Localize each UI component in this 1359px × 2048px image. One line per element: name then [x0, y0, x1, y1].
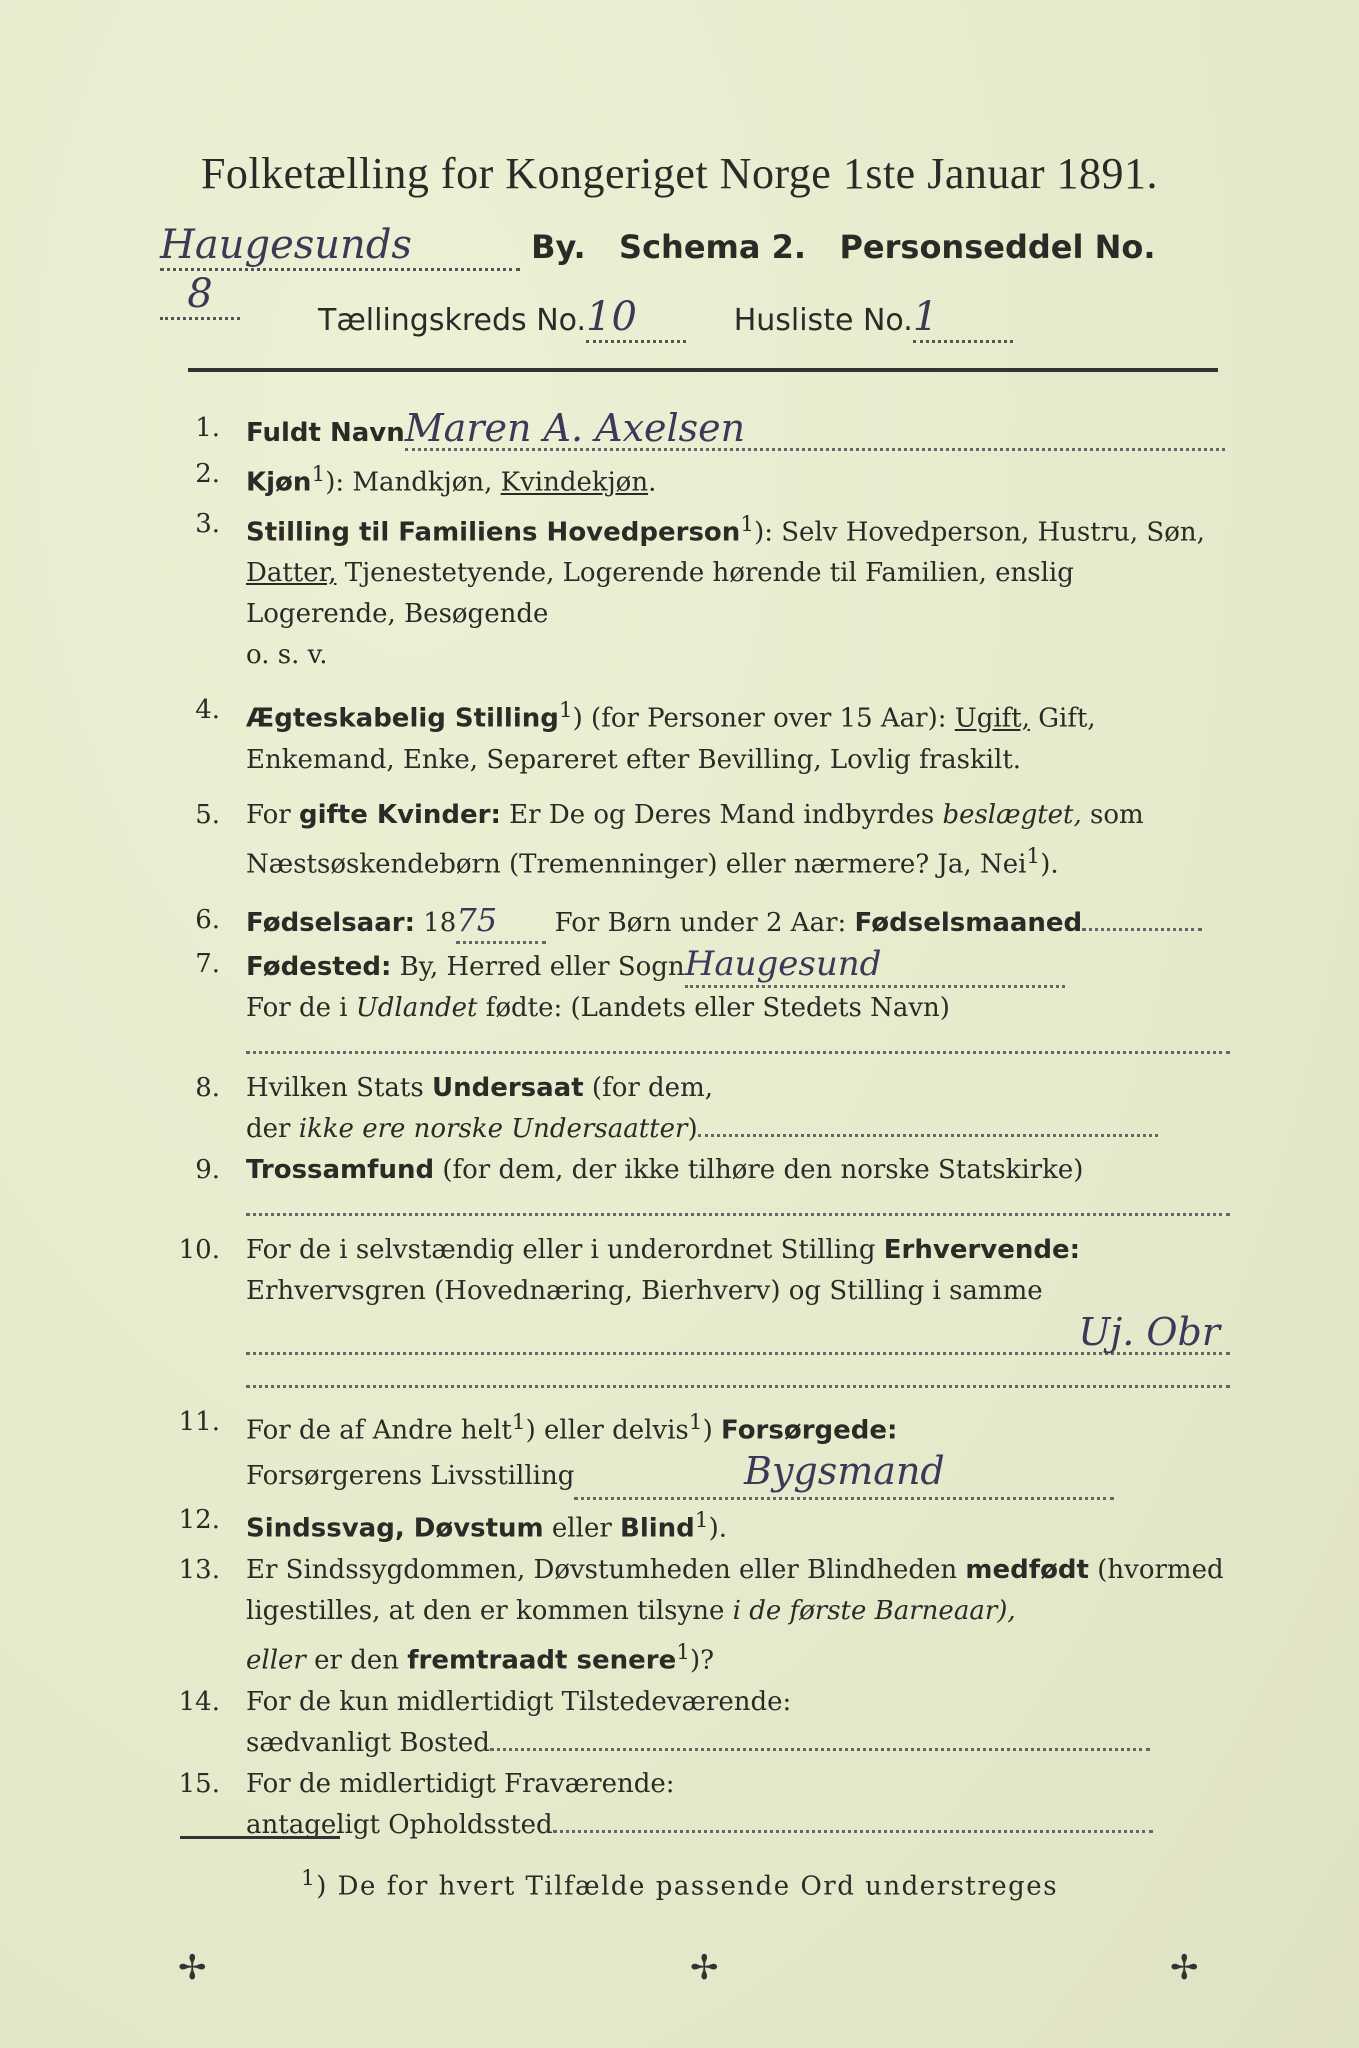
question-text: (hvormed ligestilles, at den er kommen tilsyne [246, 1554, 1224, 1626]
italic-text: Udlandet [355, 992, 478, 1023]
kreds-number: 10 [586, 294, 686, 343]
question-2 [170, 454, 1230, 504]
birth-month-field [1082, 928, 1202, 931]
occupation-answer: Uj. Obr [1078, 1309, 1220, 1354]
by-label: By. [531, 228, 586, 266]
residence-field [490, 1748, 1150, 1751]
footnote-ref: 1 [558, 698, 573, 724]
question-number: 3. [195, 508, 220, 539]
question-text: o. s. v. [246, 640, 328, 671]
kreds-label: Tællingskreds No. [318, 303, 586, 338]
question-text: . [648, 467, 657, 498]
question-4 [170, 690, 1230, 781]
question-14 [170, 1682, 1230, 1764]
personseddel-number: 8 [160, 271, 240, 320]
question-text: (for dem, [583, 1072, 713, 1103]
question-number: 5. [195, 799, 220, 830]
birthplace-answer: Haugesund [685, 944, 1065, 988]
footnote [0, 1866, 1359, 1902]
question-text: (for dem, der ikke tilhøre den norske Statskirke) [434, 1154, 1084, 1185]
question-text: ) [687, 1113, 698, 1144]
question-label: medfødt [965, 1554, 1089, 1585]
footnote-ref: 1 [740, 511, 755, 537]
question-label: Kjøn [246, 467, 312, 498]
occupation-field-2 [246, 1355, 1230, 1388]
registration-mark-icon: ✢ [1170, 1948, 1199, 1988]
question-list [170, 408, 1230, 1846]
question-15 [170, 1764, 1230, 1846]
question-12 [170, 1500, 1230, 1550]
question-text: sædvanligt Bosted [246, 1727, 490, 1758]
question-number: 10. [178, 1234, 220, 1265]
question-number: 13. [178, 1554, 220, 1585]
question-text: Er Sindssygdommen, Døvstumheden eller Blindheden [246, 1554, 966, 1585]
form-title: Folketælling for Kongeriget Norge 1ste Januar 1891. [200, 149, 1159, 198]
underlined-choice: Datter, [246, 558, 337, 589]
italic-text: beslægtet, [942, 799, 1082, 830]
question-number: 12. [178, 1505, 220, 1536]
registration-mark-icon: ✢ [690, 1948, 719, 1988]
husliste-number: 1 [913, 294, 1013, 343]
footnote-ref: 1 [1026, 843, 1041, 869]
question-label: Fødselsaar: [246, 907, 415, 938]
header-rule [188, 368, 1218, 372]
footnote-ref: 1 [694, 1508, 709, 1534]
question-label: Blind [620, 1513, 695, 1544]
question-text: 18 [415, 907, 457, 938]
question-number: 14. [178, 1686, 220, 1717]
question-text: Tjenestetyende, Logerende hørende til Familien, enslig Logerende, Besøgende [246, 558, 1074, 630]
question-label: Sindssvag, Døvstum [246, 1513, 544, 1544]
question-6 [170, 900, 1230, 944]
question-label: Trossamfund [246, 1154, 435, 1185]
question-text: der [246, 1113, 299, 1144]
italic-text: i de første Barneaar), [732, 1595, 1016, 1626]
question-13 [170, 1550, 1230, 1682]
question-text: )? [690, 1645, 715, 1676]
footnote-ref: 1 [311, 462, 326, 487]
question-text: For [246, 799, 299, 830]
question-10 [170, 1230, 1230, 1388]
question-label: Undersaat [431, 1072, 584, 1103]
question-number: 4. [195, 695, 220, 726]
question-9 [170, 1150, 1230, 1216]
question-label: Stilling til Familiens Hovedperson [246, 517, 741, 548]
question-3 [170, 504, 1230, 677]
birth-year-answer: 75 [456, 900, 546, 944]
question-8 [170, 1068, 1230, 1150]
question-label: Ægteskabelig Stilling [246, 703, 559, 734]
question-label: gifte Kvinder: [298, 799, 501, 830]
footnote-ref: 1 [511, 1409, 526, 1435]
footnote-ref: 1 [688, 1409, 703, 1435]
footnote-text: ) De for hvert Tilfælde passende Ord understreges [316, 1871, 1059, 1902]
schema-label: Schema 2. [619, 228, 807, 266]
question-number: 2. [195, 459, 220, 489]
form-subheader-line [318, 294, 1118, 343]
question-11 [170, 1402, 1230, 1501]
whereabouts-field [553, 1830, 1153, 1833]
question-label: fremtraadt senere [407, 1645, 677, 1676]
question-text: antageligt Opholdssted [246, 1809, 553, 1840]
footnote-rule [180, 1836, 340, 1839]
question-text: ). [708, 1513, 727, 1544]
city-name: Haugesunds [160, 222, 520, 271]
question-text: som Næstsøskendebørn (Tremenninger) eller nærmere? Ja, Nei [246, 799, 1144, 880]
italic-text: ikke ere norske Undersaatter [298, 1113, 688, 1144]
full-name-answer: Maren A. Axelsen [405, 408, 1225, 451]
question-text: ): Mandkjøn, [325, 467, 501, 498]
question-text: Gift, Enkemand, Enke, Separeret efter Bevilling, Lovlig fraskilt. [246, 703, 1096, 775]
question-text: Hvilken Stats [246, 1072, 432, 1103]
question-number: 9. [195, 1154, 220, 1185]
husliste-label: Husliste No. [733, 303, 913, 338]
religion-field [246, 1191, 1230, 1216]
question-text: Erhvervsgren (Hovednæring, Bierhverv) og Stilling i samme [246, 1275, 1043, 1306]
question-label: Forsørgede: [720, 1415, 898, 1446]
footnote-ref: 1 [676, 1639, 691, 1665]
question-1 [170, 408, 1230, 454]
question-text: er den [305, 1645, 408, 1676]
question-5 [170, 795, 1230, 886]
question-text: ): Selv Hovedperson, Hustru, Søn, [754, 517, 1205, 548]
provider-answer: Bygsmand [744, 1449, 945, 1494]
question-text: ) (for Personer over 15 Aar): [572, 703, 955, 734]
question-label: Fødselsmaaned [854, 907, 1083, 938]
question-text: For de i selvstændig eller i underordnet Stilling [246, 1234, 884, 1265]
question-text: eller [543, 1513, 621, 1544]
question-label: Fødested: [246, 951, 392, 982]
question-text: ). [1040, 849, 1059, 880]
question-text: For de midlertidigt Fraværende: [246, 1768, 675, 1799]
question-number: 1. [195, 413, 220, 443]
question-label: Erhvervende: [883, 1234, 1081, 1265]
question-label: Fuldt Navn [246, 418, 405, 448]
question-text: For de i [246, 992, 356, 1023]
question-number: 11. [178, 1406, 220, 1437]
foreign-birthplace-field [246, 1029, 1230, 1054]
question-text: fødte: (Landets eller Stedets Navn) [477, 992, 950, 1023]
question-number: 7. [195, 948, 220, 979]
citizenship-field [698, 1134, 1158, 1137]
question-text: By, Herred eller Sogn [391, 951, 685, 982]
underlined-choice: Kvindekjøn [500, 467, 649, 498]
question-text: Forsørgerens Livsstilling [246, 1461, 575, 1492]
question-text: For de af Andre helt [246, 1415, 512, 1446]
question-number: 15. [178, 1768, 220, 1799]
personseddel-label: Personseddel No. [839, 228, 1156, 266]
question-text: ) [702, 1415, 721, 1446]
question-text: Er De og Deres Mand indbyrdes [500, 799, 943, 830]
question-7 [170, 944, 1230, 1054]
question-number: 6. [195, 904, 220, 935]
registration-mark-icon: ✢ [178, 1948, 207, 1988]
question-text: For de kun midlertidigt Tilstedeværende: [246, 1686, 792, 1717]
underlined-choice: Ugift, [954, 703, 1030, 734]
question-text: For Børn under 2 Aar: [546, 907, 855, 938]
question-number: 8. [195, 1072, 220, 1103]
footnote-mark: 1 [300, 1866, 317, 1891]
italic-text: eller [246, 1645, 306, 1676]
question-text: ) eller delvis [525, 1415, 689, 1446]
